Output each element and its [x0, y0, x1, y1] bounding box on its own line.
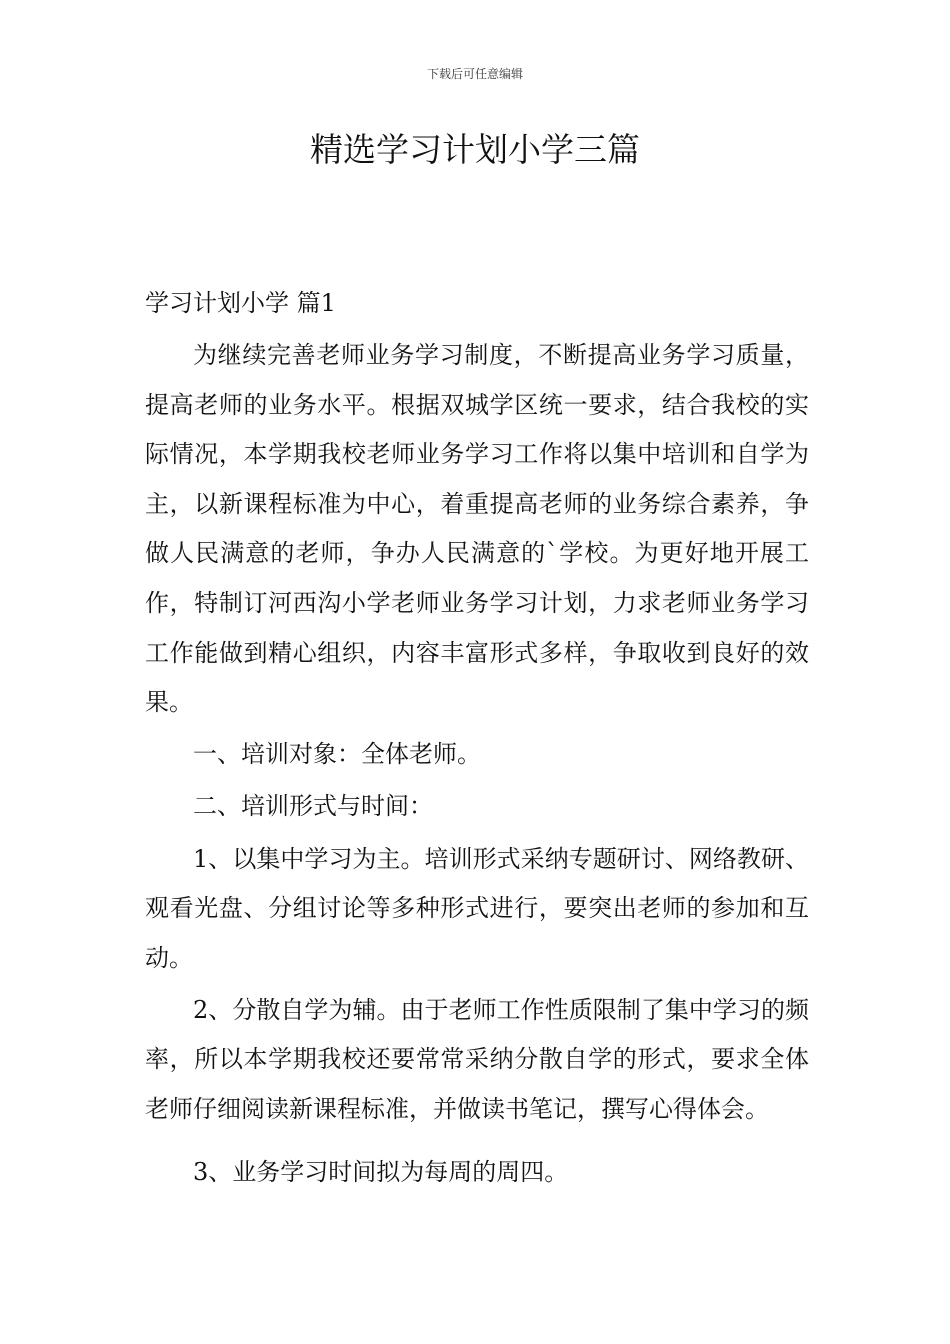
header-note: 下载后可任意编辑	[426, 67, 523, 81]
section-heading: 学习计划小学 篇1	[145, 289, 336, 317]
document-title: 精选学习计划小学三篇	[310, 130, 640, 169]
paragraph-training-target: 一、培训对象：全体老师。	[193, 740, 481, 769]
paragraph-item-1: 1、以集中学习为主。培训形式采纳专题研讨、网络教研、观看光盘、分组讨论等多种形式进行，要突出老师的参加和互动。	[145, 844, 809, 972]
paragraph-training-form-heading: 二、培训形式与时间：	[193, 792, 433, 821]
document-body	[145, 279, 809, 1197]
paragraph-item-3: 3、业务学习时间拟为每周的周四。	[193, 1157, 569, 1186]
paragraph-item-2: 2、分散自学为辅。由于老师工作性质限制了集中学习的频率，所以本学期我校还要常常采纳分散自学的形式，要求全体老师仔细阅读新课程标准，并做读书笔记，撰写心得体会。	[145, 995, 809, 1123]
paragraph-intro: 为继续完善老师业务学习制度，不断提高业务学习质量，提高老师的业务水平。根据双城学区统一要求，结合我校的实际情况，本学期我校老师业务学习工作将以集中培训和自学为主，以新课程标准为中心，着重提高老师的业务综合素养，争做人民满意的老师，争办人民满意的`学校。为更好地开展工作，特制订河西沟小学老师业务学习计划，力求老师业务学习工作能做到精心组织，内容丰富形式多样，争取收到良好的效果。	[145, 341, 809, 717]
